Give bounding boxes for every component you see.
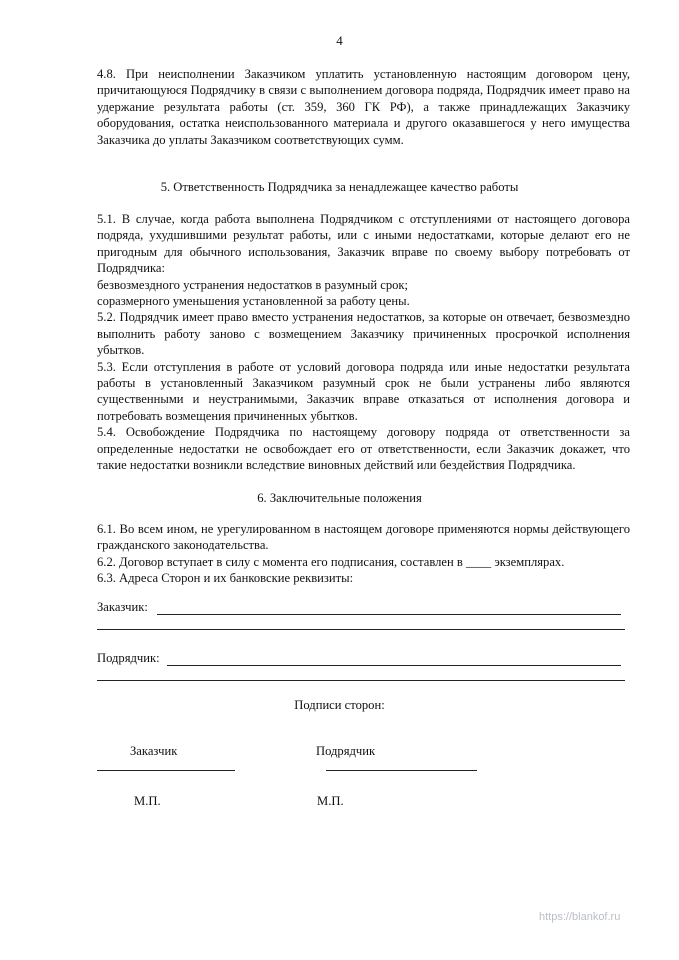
list-item: безвозмездного устранения недостатков в разумный срок; <box>97 277 409 292</box>
customer-requisites-line <box>157 614 621 615</box>
contractor-stamp-label: М.П. <box>317 794 344 808</box>
customer-stamp-label: М.П. <box>134 794 161 808</box>
clause-5-3: 5.3. Если отступления в работе от условий договора подряда или иные недостатки результата работы в установленный Заказчиком разумный срок не были устранены либо являются существенными и неустранимыми, Заказчик вправе отказаться от исполнения договора и потребовать возмещения причиненных убытков. <box>97 359 630 423</box>
contractor-requisites-label: Подрядчик: <box>97 651 160 665</box>
clause-6-3: 6.3. Адреса Сторон и их банковские реквизиты: <box>97 571 354 586</box>
section-6-body <box>97 521 630 587</box>
section-5-title: 5. Ответственность Подрядчика за ненадлежащее качество работы <box>160 180 519 194</box>
contractor-signature-line <box>326 770 477 771</box>
clause-5-1: 5.1. В случае, когда работа выполнена Подрядчиком с отступлениями от настоящего договора подряда, ухудшившими результат работы, или с иными недостатками, которые делают его не пригодным для обычного использования, Заказчик вправе по своему выбору потребовать от Подрядчика: <box>97 212 630 276</box>
clause-6-1: 6.1. Во всем ином, не урегулированном в настоящем договоре применяются нормы действующего гражданского законодательства. <box>97 522 630 553</box>
watermark: https://blankof.ru <box>539 911 621 923</box>
contractor-requisites-line <box>167 665 621 666</box>
signatures-title: Подписи сторон: <box>294 698 385 712</box>
section-5-body <box>97 211 630 474</box>
page-number: 4 <box>336 33 343 48</box>
clause-5-4: 5.4. Освобождение Подрядчика по настоящему договору подряда от ответственности за определенные недостатки не освобождает его от ответственности, если Заказчик докажет, что такие недостатки возникли вследствие виновных действий или бездействия Подрядчика. <box>97 425 630 473</box>
customer-requisites-label: Заказчик: <box>97 600 148 614</box>
contractor-signature-label: Подрядчик <box>316 744 376 758</box>
customer-signature-label: Заказчик <box>130 744 178 758</box>
customer-requisites-line <box>97 629 625 630</box>
customer-signature-line <box>97 770 235 771</box>
list-item: соразмерного уменьшения установленной за работу цены. <box>97 294 410 309</box>
clause-6-2: 6.2. Договор вступает в силу с момента его подписания, составлен в ____ экземплярах. <box>97 554 565 569</box>
contractor-requisites-line <box>97 680 625 681</box>
clause-5-2: 5.2. Подрядчик имеет право вместо устранения недостатков, за которые он отвечает, безвозмездно выполнить работу заново с возмещением Заказчику причиненных просрочкой исполнения убытков. <box>97 310 630 358</box>
section-6-title: 6. Заключительные положения <box>257 491 422 505</box>
clause-4-8: 4.8. При неисполнении Заказчиком уплатить установленную настоящим договором цену, причитающуюся Подрядчику в связи с выполнением договора подряда, Подрядчик имеет право на удержание результата работы (ст. 359, 360 ГК РФ), а также принадлежащих Заказчику оборудования, остатка неиспользованного материала и другого оказавшегося у него имущества Заказчика до уплаты Заказчиком соответствующих сумм. <box>97 67 630 147</box>
